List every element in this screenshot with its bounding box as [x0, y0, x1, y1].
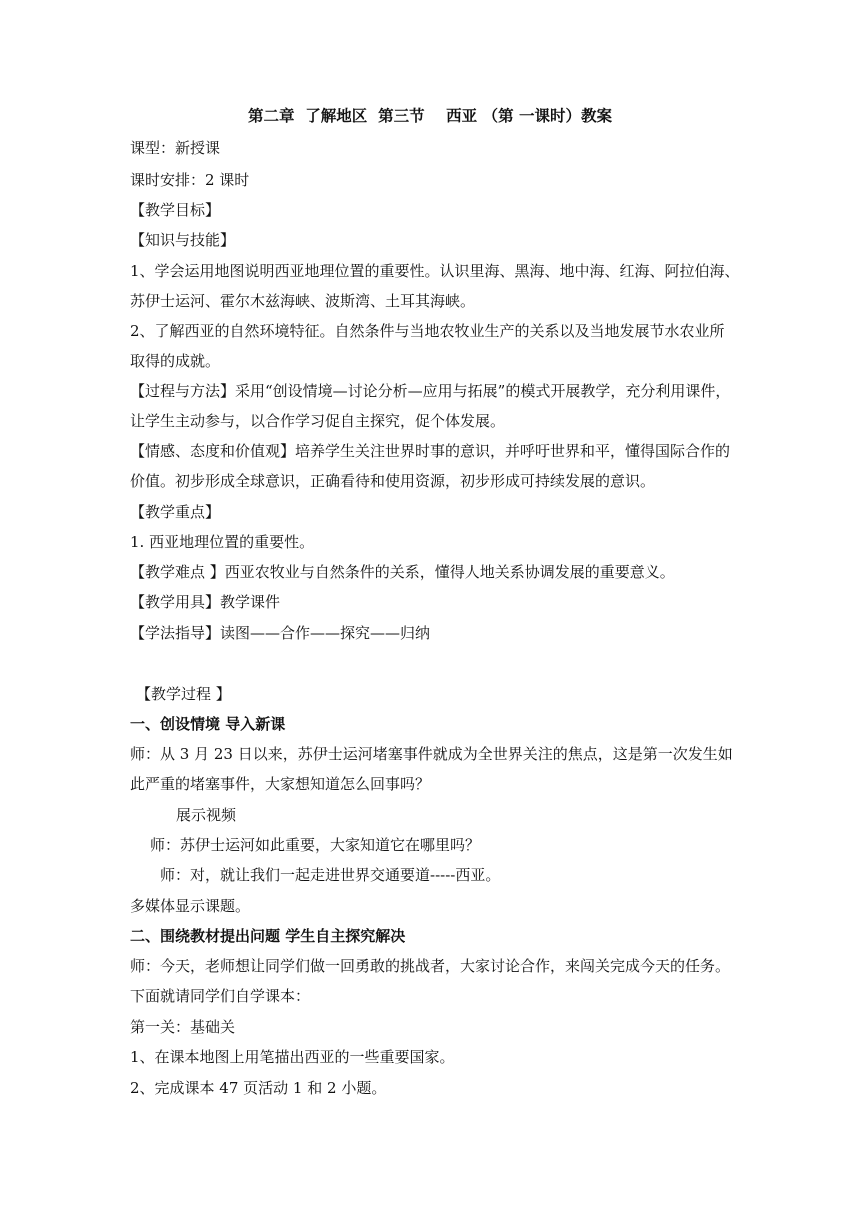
lesson-schedule: 课时安排：2 课时: [130, 171, 250, 189]
knowledge-heading: 【知识与技能】: [130, 231, 236, 249]
lesson-type: 课型：新授课: [130, 139, 221, 157]
key-points-heading: 【教学重点】: [130, 503, 221, 521]
difficulty-line: 【教学难点 】西亚农牧业与自然条件的关系，懂得人地关系协调发展的重要意义。: [130, 563, 675, 581]
level-1-item-2: 2、完成课本 47 页活动 1 和 2 小题。: [130, 1079, 387, 1097]
goals-heading: 【教学目标】: [130, 201, 221, 219]
section-2-teacher-line-1: 师：今天，老师想让同学们做一回勇敢的挑战者，大家讨论合作，来闯关完成今天的任务。: [130, 957, 731, 975]
values-line-2: 价值。初步形成全球意识，正确看待和使用资源，初步形成可持续发展的意识。: [130, 472, 656, 490]
show-video-line: 展示视频: [176, 806, 237, 824]
section-1-teacher-answer: 师：对，就让我们一起走进世界交通要道-----西亚。: [160, 866, 501, 884]
knowledge-item-2-line-2: 取得的成就。: [130, 352, 221, 370]
section-1-teacher-question: 师：苏伊士运河如此重要，大家知道它在哪里吗？: [150, 836, 481, 854]
process-method-line-2: 让学生主动参与，以合作学习促自主探究，促个体发展。: [130, 412, 506, 430]
section-1-teacher-line-2: 此严重的堵塞事件，大家想知道怎么回事吗？: [130, 775, 431, 793]
teaching-tools: 【教学用具】教学课件: [130, 593, 281, 611]
section-2-heading: 二、围绕教材提出问题 学生自主探究解决: [130, 927, 406, 945]
section-1-teacher-line-1: 师：从 3 月 23 日以来，苏伊士运河堵塞事件就成为全世界关注的焦点，这是第一次发生如: [130, 745, 733, 763]
knowledge-item-2-line-1: 2、了解西亚的自然环境特征。自然条件与当地农牧业生产的关系以及当地发展节水农业所: [130, 322, 725, 340]
multimedia-line: 多媒体显示课题。: [130, 897, 251, 915]
study-method: 【学法指导】读图——合作——探究——归纳: [130, 624, 431, 642]
knowledge-item-1-line-1: 1、学会运用地图说明西亚地理位置的重要性。认识里海、黑海、地中海、红海、阿拉伯海、: [130, 262, 740, 280]
level-1-item-1: 1、在课本地图上用笔描出西亚的一些重要国家。: [130, 1048, 455, 1066]
knowledge-item-1-line-2: 苏伊士运河、霍尔木兹海峡、波斯湾、土耳其海峡。: [130, 292, 476, 310]
document-title: 第二章 了解地区 第三节 西亚 （第 一课时）教案: [248, 106, 612, 125]
level-1-heading: 第一关：基础关: [130, 1018, 236, 1036]
process-method-line-1: 【过程与方法】采用“创设情境—讨论分析—应用与拓展”的模式开展教学，充分利用课件，: [130, 382, 731, 400]
key-point-1: 1. 西亚地理位置的重要性。: [130, 533, 315, 551]
values-line-1: 【情感、态度和价值观】培养学生关注世界时事的意识，并呼吁世界和平，懂得国际合作的: [130, 442, 731, 460]
section-2-teacher-line-2: 下面就请同学们自学课本：: [130, 987, 311, 1005]
teaching-process-heading: 【教学过程 】: [136, 685, 231, 703]
section-1-heading: 一、创设情境 导入新课: [130, 715, 286, 733]
